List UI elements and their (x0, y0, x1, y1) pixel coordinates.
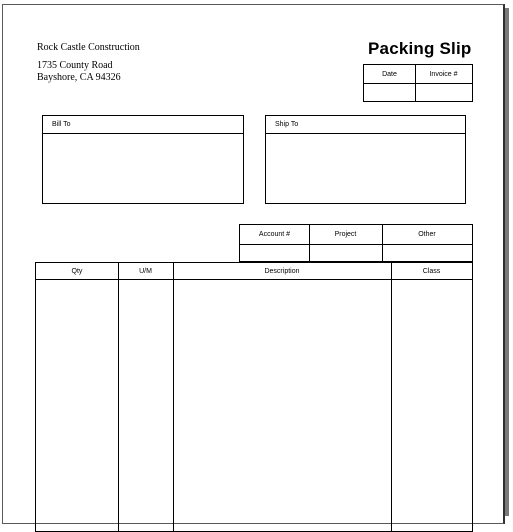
items-table-body[interactable] (36, 280, 472, 530)
ship-to-box (265, 115, 466, 204)
company-address-line1: 1735 County Road (37, 60, 113, 71)
items-table (35, 262, 473, 532)
other-value[interactable] (383, 245, 472, 261)
ship-to-address[interactable] (270, 136, 461, 200)
page-shadow (505, 8, 509, 516)
other-header: Other (418, 231, 436, 238)
date-invoice-box (363, 64, 473, 102)
ship-to-label: Ship To (275, 121, 299, 128)
bill-to-box (42, 115, 244, 204)
class-column-header: Class (422, 267, 441, 275)
bill-to-divider (43, 133, 243, 134)
bill-to-address[interactable] (47, 136, 239, 200)
company-name: Rock Castle Construction (37, 42, 140, 53)
description-column-header: Description (264, 267, 300, 275)
um-column-header: U/M (139, 267, 152, 275)
account-number-value[interactable] (240, 245, 309, 261)
project-value[interactable] (310, 245, 382, 261)
document-title: Packing Slip (368, 39, 472, 58)
account-number-header: Account # (258, 231, 291, 238)
date-value[interactable] (364, 84, 415, 101)
reference-box (239, 224, 473, 262)
invoice-number-header: Invoice # (429, 70, 458, 78)
date-header: Date (382, 70, 397, 78)
qty-column-header: Qty (71, 267, 83, 275)
invoice-number-value[interactable] (416, 84, 472, 101)
bill-to-label: Bill To (52, 121, 71, 128)
company-address-line2: Bayshore, CA 94326 (37, 72, 121, 83)
ship-to-divider (266, 133, 465, 134)
project-header: Project (334, 231, 357, 238)
company-info (37, 42, 140, 84)
